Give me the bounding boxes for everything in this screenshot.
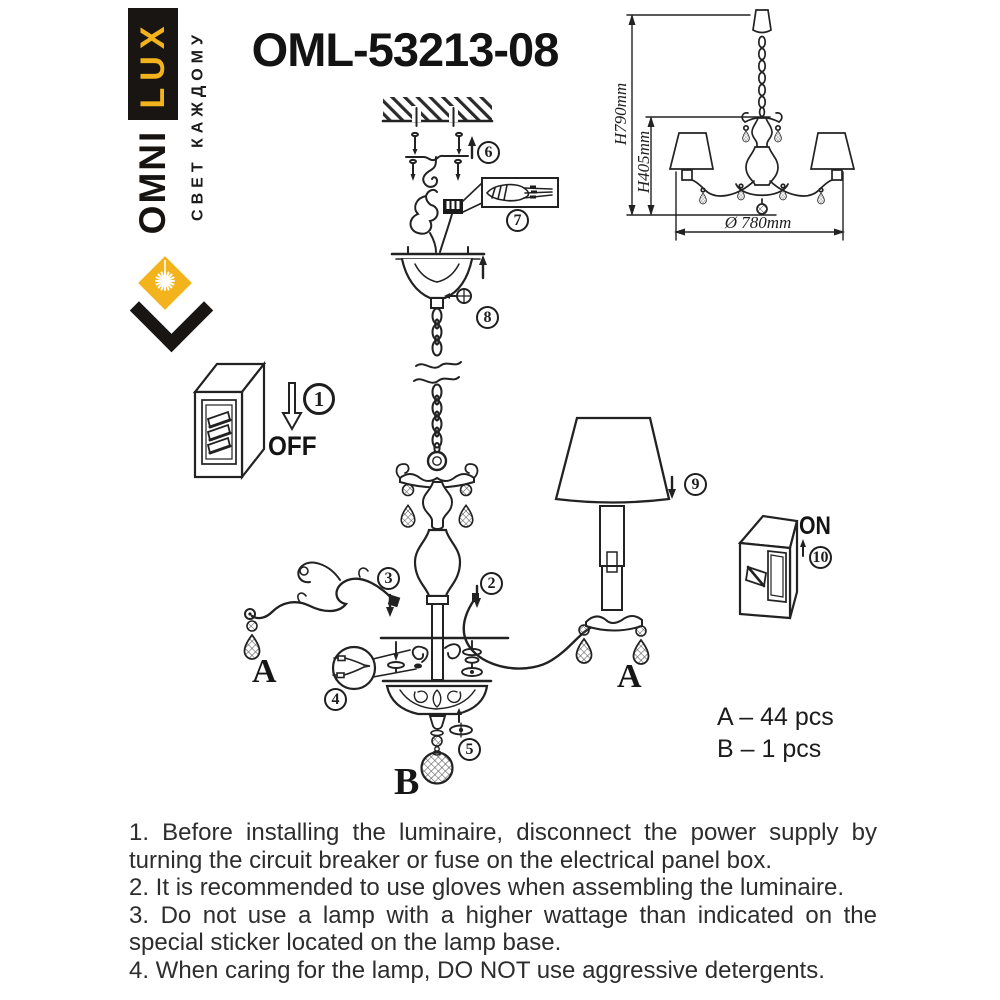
step-badge-6: 6 [477,141,500,164]
wiring-callout [463,178,558,212]
crystal-marker-a-left: A [252,653,277,690]
dim-canopy [753,10,771,33]
step-badge-3: 3 [377,567,400,590]
parts-count-b: B – 1 pcs [717,735,822,763]
canopy [392,247,487,308]
step-badge-2: 2 [480,572,503,595]
logo-lux-block [128,8,178,120]
wire-detail-callout [333,647,416,689]
crystal-marker-a-right: A [617,658,642,695]
logo-lux-text: LUX [133,19,172,109]
dim-left-shade [670,133,713,169]
dimension-total-height-label: H790mm [611,82,630,146]
ceiling-hatch [383,97,492,126]
instruction-item-1: 1. Before installing the luminaire, disconnect the power supply by turning the circuit breaker or fuse on the electrical panel box. [129,819,877,874]
down-arrow-outline-icon [283,383,301,429]
instruction-item-3: 3. Do not use a lamp with a higher wattage than indicated on the special sticker located on the lamp base. [129,901,877,957]
step-badge-4: 4 [324,688,347,711]
instructions-block [129,819,877,985]
dim-chain [759,37,765,117]
parts-count-a: A – 44 pcs [717,703,834,731]
dimension-body-height-label: H405mm [634,130,653,194]
step-badge-10: 10 [809,546,832,569]
step-badge-1: 1 [303,383,335,415]
instruction-item-2: 2. It is recommended to use gloves when assembling the luminaire. [129,874,845,902]
page-title: OML-53213-08 [251,23,559,76]
lampshade [556,418,676,503]
instruction-item-4: 4. When caring for the lamp, DO NOT use aggressive detergents. [129,956,825,984]
dimension-diagram [627,10,854,240]
crystal-marker-b: B [394,761,420,803]
dimension-lines [627,14,845,240]
on-switch-box [740,516,806,618]
step-badge-9: 9 [684,473,707,496]
crystal-ball-b [422,753,453,784]
on-label: ON [799,512,831,540]
step-badge-8: 8 [476,306,499,329]
dimension-diameter-label: Ø 780mm [724,213,792,232]
off-label: OFF [268,431,317,461]
chain [414,309,461,454]
terminal-block [440,199,463,252]
dim-right-shade [811,133,854,169]
step-badge-7: 7 [506,209,529,232]
step-badge-5: 5 [458,738,481,761]
logo-tagline-text: СВЕТ КАЖДОМУ [189,30,206,221]
wire-hook-cable [411,190,438,252]
hook-bracket [406,133,476,187]
logo-omni-text: OMNI [132,129,173,235]
chandelier-body [381,452,508,680]
